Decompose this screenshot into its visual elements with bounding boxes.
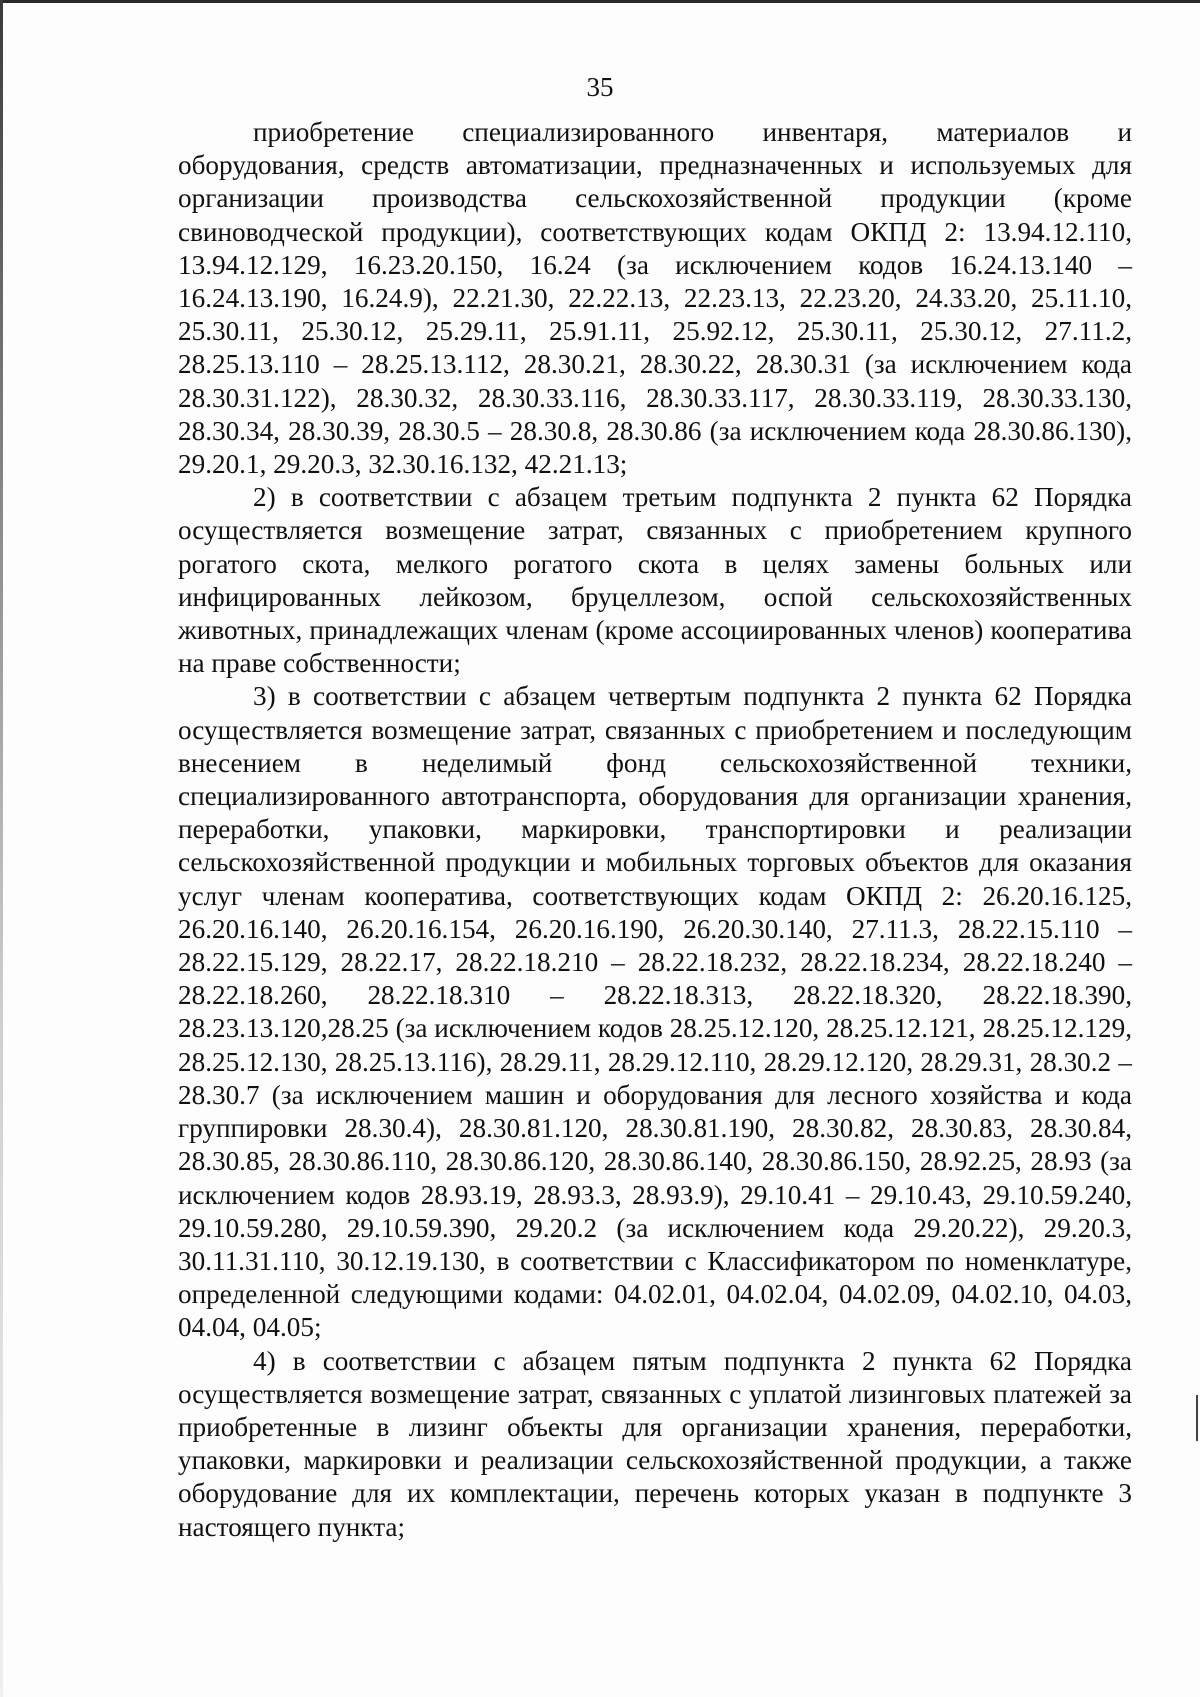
paragraph-2: 2) в соответствии с абзацем третьим подпункта 2 пункта 62 Порядка осуществляется возмещение затрат, связанных с приобретением крупного рогатого скота, мелкого рогатого скота в целях замены больных или инфицированных лейкозом, бруцеллезом, оспой сельскохозяйственных животных, принадлежащих членам (кроме ассоциированных членов) кооператива на праве собственности; <box>178 482 1132 679</box>
page-number: 35 <box>586 72 614 102</box>
document-body <box>178 116 1132 1544</box>
paragraph-1: приобретение специализированного инвентаря, материалов и оборудования, средств автоматизации, предназначенных и используемых для организации производства сельскохозяйственной продукции (кроме свиноводческой продукции), соответствующих кодам ОКПД 2: 13.94.12.110, 13.94.12.129, 16.23.20.150, 16.24 (за исключением кодов 16.24.13.140 – 16.24.13.190, 16.24.9), 22.21.30, 22.22.13, 22.23.13, 22.23.20, 24.33.20, 25.11.10, 25.30.11, 25.30.12, 25.29.11, 25.91.11, 25.92.12, 25.30.11, 25.30.12, 27.11.2, 28.25.13.110 – 28.25.13.112, 28.30.21, 28.30.22, 28.30.31 (за исключением кода 28.30.31.122), 28.30.32, 28.30.33.116, 28.30.33.117, 28.30.33.119, 28.30.33.130, 28.30.34, 28.30.39, 28.30.5 – 28.30.8, 28.30.86 (за исключением кода 28.30.86.130), 29.20.1, 29.20.3, 32.30.16.132, 42.21.13; <box>178 117 1132 480</box>
scan-edge-left <box>0 0 3 1697</box>
paragraph-4: 4) в соответствии с абзацем пятым подпункта 2 пункта 62 Порядка осуществляется возмещение затрат, связанных с уплатой лизинговых платежей за приобретенные в лизинг объекты для организации хранения, переработки, упаковки, маркировки и реализации сельскохозяйственной продукции, а также оборудование для их комплектации, перечень которых указан в подпункте 3 настоящего пункта; <box>178 1345 1132 1542</box>
scan-mark-right <box>1196 1395 1198 1441</box>
paragraph-3: 3) в соответствии с абзацем четвертым подпункта 2 пункта 62 Порядка осуществляется возмещение затрат, связанных с приобретением и последующим внесением в неделимый фонд сельскохозяйственной техники, специализированного автотранспорта, оборудования для организации хранения, переработки, упаковки, маркировки, транспортировки и реализации сельскохозяйственной продукции и мобильных торговых объектов для оказания услуг членам кооператива, соответствующих кодам ОКПД 2: 26.20.16.125, 26.20.16.140, 26.20.16.154, 26.20.16.190, 26.20.30.140, 27.11.3, 28.22.15.110 – 28.22.15.129, 28.22.17, 28.22.18.210 – 28.22.18.232, 28.22.18.234, 28.22.18.240 – 28.22.18.260, 28.22.18.310 – 28.22.18.313, 28.22.18.320, 28.22.18.390, 28.23.13.120,28.25 (за исключением кодов 28.25.12.120, 28.25.12.121, 28.25.12.129, 28.25.12.130, 28.25.13.116), 28.29.11, 28.29.12.110, 28.29.12.120, 28.29.31, 28.30.2 – 28.30.7 (за исключением машин и оборудования для лесного хозяйства и кода группировки 28.30.4), 28.30.81.120, 28.30.81.190, 28.30.82, 28.30.83, 28.30.84, 28.30.85, 28.30.86.110, 28.30.86.120, 28.30.86.140, 28.30.86.150, 28.92.25, 28.93 (за исключением кодов 28.93.19, 28.93.3, 28.93.9), 29.10.41 – 29.10.43, 29.10.59.240, 29.10.59.280, 29.10.59.390, 29.20.2 (за исключением кода 29.20.22), 29.20.3, 30.11.31.110, 30.12.19.130, в соответствии с Классификатором по номенклатуре, определенной следующими кодами: 04.02.01, 04.02.04, 04.02.09, 04.02.10, 04.03, 04.04, 04.05; <box>178 681 1132 1343</box>
scan-edge-top <box>0 0 1200 3</box>
